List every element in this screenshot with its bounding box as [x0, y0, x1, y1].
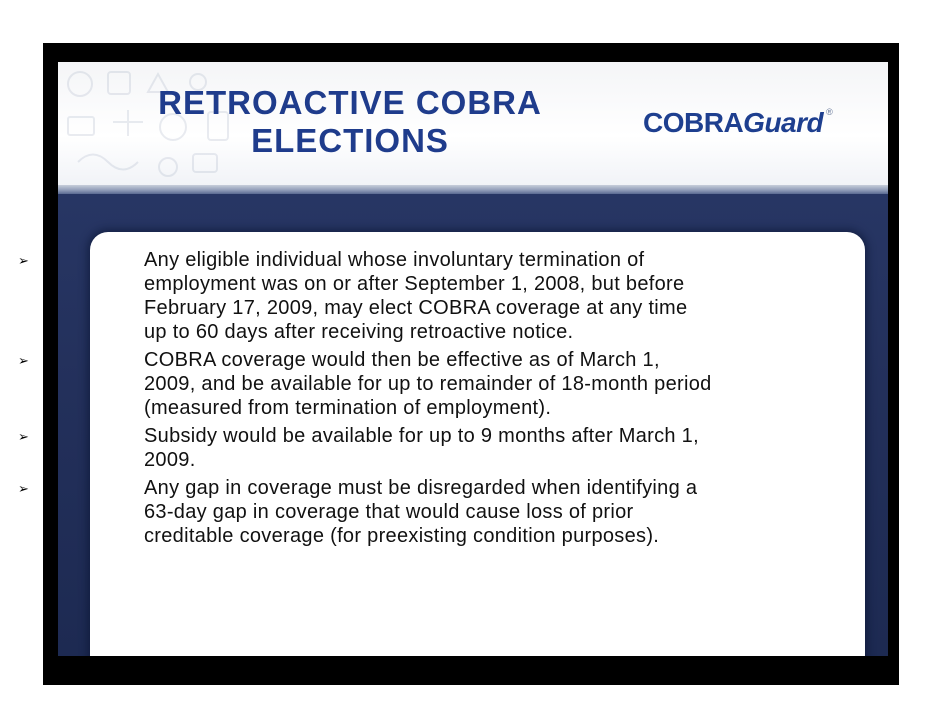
- bullet-line: creditable coverage (for preexisting condition purposes).: [144, 525, 660, 547]
- slide-title-line-2: ELECTIONS: [251, 122, 449, 159]
- bullet-line: up to 60 days after receiving retroactive notice.: [144, 321, 574, 343]
- bullet-line: Any gap in coverage must be disregarded when identifying a: [144, 477, 698, 499]
- bullet-line: Any eligible individual whose involuntary termination of: [144, 249, 645, 271]
- bullet-line: employment was on or after September 1, 2008, but before: [144, 273, 685, 295]
- bullet-line: 2009.: [144, 449, 196, 471]
- slide-title-line-1: RETROACTIVE COBRA: [158, 84, 542, 121]
- header-divider: [58, 185, 888, 194]
- list-item: [18, 424, 816, 472]
- bullet-line: Subsidy would be available for up to 9 months after March 1,: [144, 425, 699, 447]
- header-band: [58, 62, 888, 185]
- bullet-text: [96, 476, 816, 548]
- arrow-bullet-icon: ➢: [18, 429, 29, 444]
- list-item: [18, 476, 816, 548]
- logo-brand-accent: Guard: [743, 107, 824, 138]
- logo-brand-main: COBRA: [643, 107, 744, 138]
- list-item: [18, 348, 816, 420]
- bullet-line: COBRA coverage would then be effective as of March 1,: [144, 349, 660, 371]
- bullet-line: (measured from termination of employment).: [144, 397, 552, 419]
- list-item: [18, 248, 816, 344]
- logo-registered-mark: ®: [826, 107, 833, 117]
- bullet-line: 63-day gap in coverage that would cause loss of prior: [144, 501, 634, 523]
- arrow-bullet-icon: ➢: [18, 481, 29, 496]
- bullet-line: 2009, and be available for up to remainder of 18-month period: [144, 373, 712, 395]
- bullet-text: [96, 248, 816, 344]
- bullet-text: [96, 348, 816, 420]
- bullet-list: [18, 248, 816, 552]
- cobraguard-logo: [643, 106, 832, 140]
- arrow-bullet-icon: ➢: [18, 353, 29, 368]
- bullet-line: February 17, 2009, may elect COBRA coverage at any time: [144, 297, 688, 319]
- arrow-bullet-icon: ➢: [18, 253, 29, 268]
- bullet-text: [96, 424, 816, 472]
- slide-title: [130, 84, 570, 160]
